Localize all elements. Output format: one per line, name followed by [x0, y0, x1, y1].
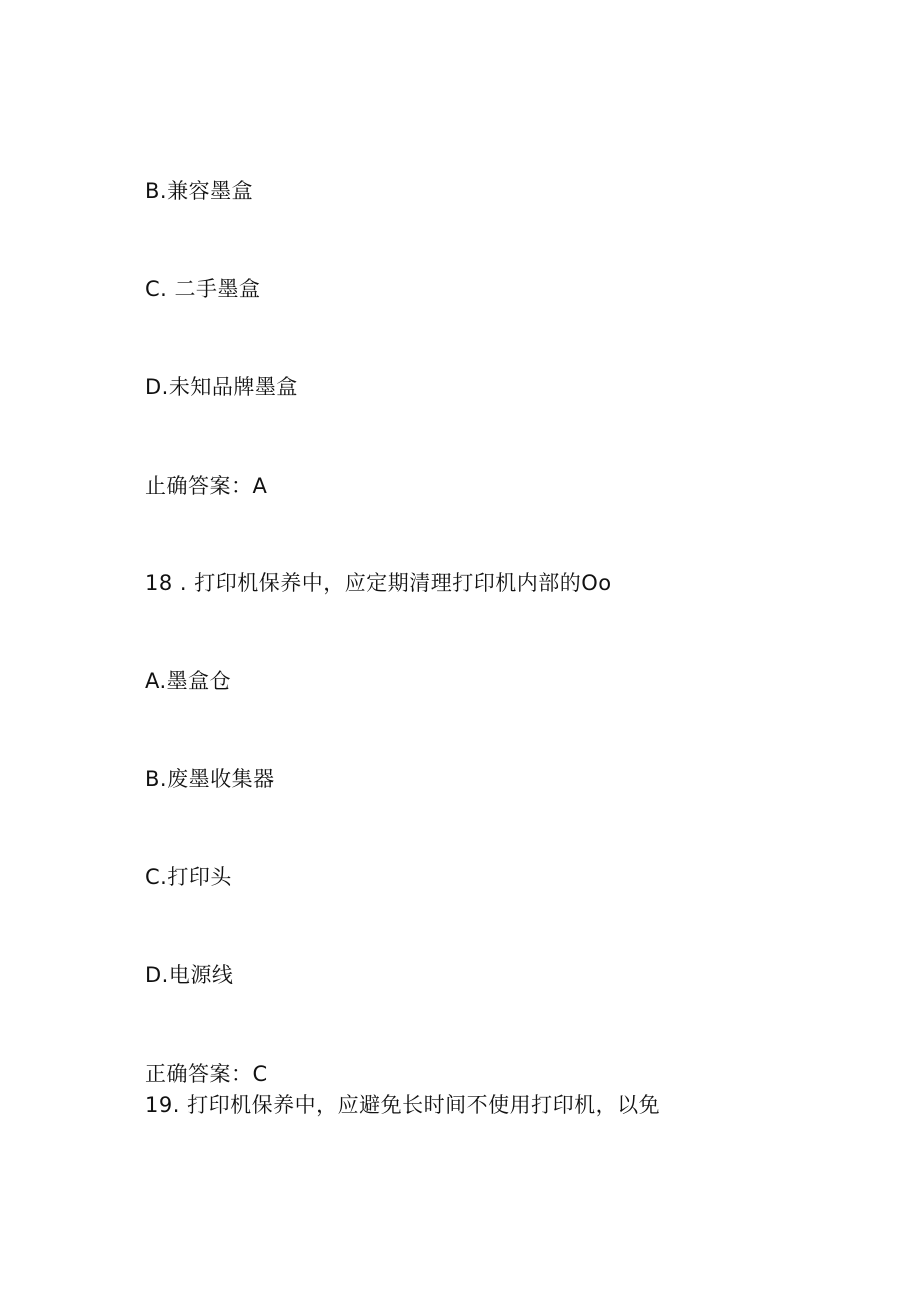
option-d-text: D.电源线 [145, 963, 234, 987]
question-19-text: 19. 打印机保养中，应避免长时间不使用打印机，以免 [145, 1093, 661, 1117]
option-d-text: D.未知品牌墨盒 [145, 375, 298, 399]
option-b-text: B.兼容墨盒 [145, 179, 254, 203]
option-c-text: C. 二手墨盒 [145, 277, 261, 301]
answer-text: 正确答案：C [145, 1062, 268, 1086]
question-18-text: 18 . 打印机保养中，应定期清理打印机内部的Oo [145, 571, 612, 595]
option-c-text: C.打印头 [145, 865, 232, 889]
answer-text: 止确答案：A [145, 474, 268, 498]
option-a-text: A.墨盒仓 [145, 669, 232, 693]
option-b-text: B.废墨收集器 [145, 767, 275, 791]
